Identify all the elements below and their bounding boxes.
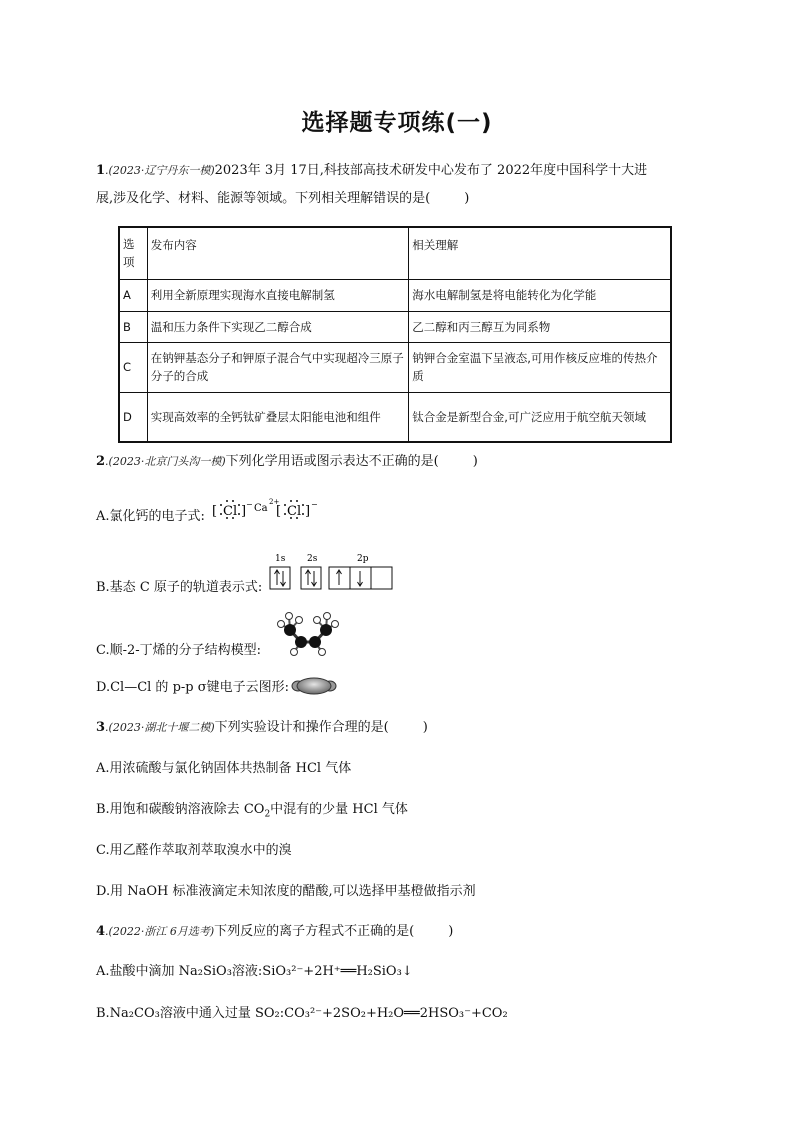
q2-stem-text: 下列化学用语或图示表达不正确的是(: [225, 454, 439, 469]
q3-close: ): [422, 720, 428, 735]
calcium-charge: 2+: [269, 498, 280, 506]
q4-option-a: A.盐酸中滴加 Na₂SiO₃溶液:SiO₃²⁻+2H⁺══H₂SiO₃↓: [96, 964, 413, 979]
q1-close: ): [464, 191, 470, 206]
carbon-orbital-diagram: [266, 550, 396, 592]
q3-option-b-pre: B.用饱和碳酸钠溶液除去 CO: [96, 802, 265, 817]
chlorine-symbol-1: Cl: [223, 504, 238, 519]
q4-source: .(2022·浙江 6月选考): [105, 925, 215, 938]
table-row: [119, 279, 671, 311]
q2-option-a: [96, 508, 205, 526]
svg-text:]: ]: [305, 504, 311, 519]
q1-stem-line1: 2023年 3月 17日,科技部高技术研发中心发布了 2022年度中国科学十大进: [214, 163, 648, 178]
svg-text:[: [: [276, 504, 282, 519]
q3-option-a: A.用浓硫酸与氯化钠固体共热制备 HCl 气体: [96, 761, 352, 776]
q1-line2: [96, 190, 469, 208]
q2-option-b: [96, 579, 262, 597]
header-understanding: 相关理解: [409, 227, 671, 279]
header-option: 选项: [119, 227, 147, 279]
q2-option-c-text: C.顺-2-丁烯的分子结构模型:: [96, 643, 262, 658]
orbital-label-1s: 1s: [275, 554, 286, 564]
table-row: [119, 342, 671, 392]
svg-text:[: [: [212, 504, 218, 519]
row-c-understanding: 钠钾合金室温下呈液态,可用作核反应堆的传热介质: [409, 342, 671, 392]
row-a-option: A: [119, 279, 147, 311]
q1-stem-line2: 展,涉及化学、材料、能源等领域。下列相关理解错误的是(: [96, 191, 431, 206]
q1-number: 1: [96, 163, 106, 178]
row-c-content: 在钠钾基态分子和钾原子混合气中实现超冷三原子分子的合成: [147, 342, 409, 392]
table-header-row: [119, 227, 671, 279]
q3-option-b: [96, 801, 408, 824]
q2-option-c: [96, 642, 261, 660]
svg-text:]: ]: [241, 504, 247, 519]
table-row: [119, 392, 671, 442]
row-c-option: C: [119, 342, 147, 392]
orbital-label-2p: 2p: [357, 554, 369, 564]
chloride-charge-2: −: [311, 500, 318, 509]
row-b-content: 温和压力条件下实现乙二醇合成: [147, 311, 409, 342]
row-a-content: 利用全新原理实现海水直接电解制氢: [147, 279, 409, 311]
row-d-content: 实现高效率的全钙钛矿叠层太阳能电池和组件: [147, 392, 409, 442]
chloride-charge-1: −: [246, 500, 253, 509]
q3-option-c: C.用乙醛作萃取剂萃取溴水中的溴: [96, 843, 292, 858]
q3-option-b-sub: 2: [264, 809, 271, 820]
q4-number: 4: [96, 924, 106, 939]
q3-option-d: D.用 NaOH 标准液滴定未知浓度的醋酸,可以选择甲基橙做指示剂: [96, 884, 476, 899]
page-title: 选择题专项练(一): [301, 110, 493, 136]
q2-option-b-text: B.基态 C 原子的轨道表示式:: [96, 580, 263, 595]
row-b-option: B: [119, 311, 147, 342]
q2-close: ): [472, 454, 478, 469]
q4-option-b: B.Na₂CO₃溶液中通入过量 SO₂:CO₃²⁻+2SO₂+H₂O══2HSO₃⁻+CO₂: [96, 1006, 508, 1021]
q3-number: 3: [96, 720, 106, 735]
q2-source: .(2023·北京门头沟一模): [105, 455, 226, 468]
q3-source: .(2023·湖北十堰二模): [105, 721, 215, 734]
q4-stem: [96, 923, 453, 941]
q2-option-a-text: A.氯化钙的电子式:: [96, 509, 205, 524]
row-a-understanding: 海水电解制氢是将电能转化为化学能: [409, 279, 671, 311]
q2-number: 2: [96, 454, 106, 469]
table-row: [119, 311, 671, 342]
q3-stem: [96, 719, 428, 737]
orbital-label-2s: 2s: [307, 554, 318, 564]
row-d-option: D: [119, 392, 147, 442]
cis-2-butene-model: [270, 608, 346, 658]
q1-table: [118, 226, 672, 443]
chlorine-symbol-2: Cl: [287, 504, 302, 519]
q1-source: .(2023·辽宁丹东一模): [105, 164, 215, 177]
calcium-chloride-electron-formula: [212, 496, 324, 526]
row-b-understanding: 乙二醇和丙三醇互为同系物: [409, 311, 671, 342]
q3-stem-text: 下列实验设计和操作合理的是(: [214, 720, 389, 735]
q3-option-b-post: 中混有的少量 HCl 气体: [270, 802, 408, 817]
q2-option-d: [96, 679, 289, 697]
q2-stem: [96, 453, 478, 471]
sigma-bond-electron-cloud: [287, 674, 341, 698]
q2-option-d-text: D.Cl—Cl 的 p-p σ键电子云图形:: [96, 680, 289, 695]
q4-close: ): [448, 924, 454, 939]
calcium-symbol: Ca: [254, 503, 268, 514]
q4-stem-text: 下列反应的离子方程式不正确的是(: [214, 924, 415, 939]
header-content: 发布内容: [147, 227, 409, 279]
row-d-understanding: 钛合金是新型合金,可广泛应用于航空航天领域: [409, 392, 671, 442]
q1-line1: [96, 162, 647, 180]
